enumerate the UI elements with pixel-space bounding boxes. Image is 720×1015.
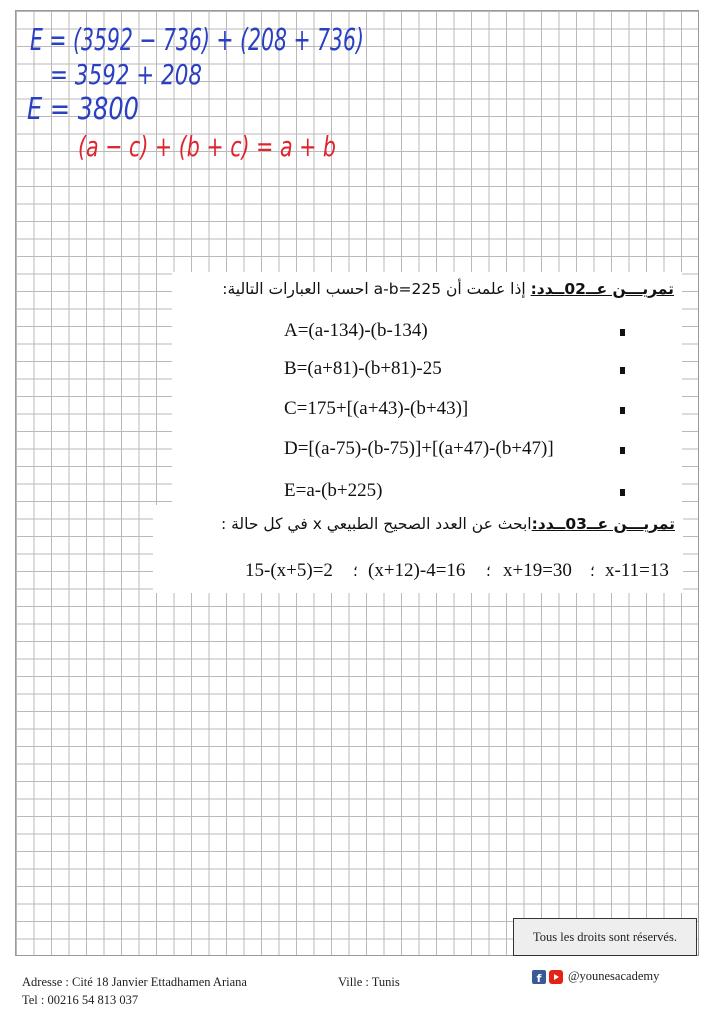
expression-item: A=(a-134)-(b-134) bbox=[172, 320, 682, 350]
bullet-icon bbox=[620, 447, 625, 454]
social-links[interactable] bbox=[532, 969, 659, 984]
bullet-icon bbox=[620, 407, 625, 414]
equation: (x+12)-4=16 bbox=[368, 560, 466, 581]
city: Ville : Tunis bbox=[338, 975, 400, 989]
address: Adresse : Cité 18 Janvier Ettadhamen Ariana bbox=[22, 975, 247, 989]
expression-item: B=(a+81)-(b+81)-25 bbox=[172, 358, 682, 388]
equation: 15-(x+5)=2 bbox=[245, 560, 333, 581]
expression-item: C=175+[(a+43)-(b+43)] bbox=[172, 398, 682, 428]
equation: x-11=13 bbox=[605, 560, 669, 581]
copyright-notice: Tous les droits sont réservés. bbox=[513, 918, 697, 956]
handwritten-line-4: (a − c) + (b + c) = a + b bbox=[78, 130, 336, 160]
telephone: Tel : 00216 54 813 037 bbox=[22, 993, 139, 1007]
handwritten-notes bbox=[0, 0, 720, 160]
expression-item: D=[(a-75)-(b-75)]+[(a+47)-(b+47)] bbox=[172, 438, 682, 468]
exercise-3-box bbox=[153, 505, 683, 593]
bullet-icon bbox=[620, 367, 625, 374]
bullet-icon bbox=[620, 329, 625, 336]
social-handle[interactable]: @younesacademy bbox=[568, 969, 660, 983]
youtube-icon[interactable] bbox=[549, 970, 563, 984]
exercise-3-instruction: ابحث عن العدد الصحيح الطبيعي x في كل حالة : bbox=[220, 515, 532, 533]
handwritten-line-1: E = (3592 − 736) + (208 + 736) bbox=[30, 23, 364, 58]
facebook-icon[interactable]: f bbox=[532, 970, 546, 984]
handwritten-line-2: = 3592 + 208 bbox=[50, 58, 202, 91]
handwritten-line-3: E = 3800 bbox=[27, 92, 139, 127]
equations-row: 15-(x+5)=2 ؛ (x+12)-4=16 ؛ x+19=30 ؛ x-11=13 bbox=[245, 560, 669, 581]
expression-item: E=a-(b+225) bbox=[172, 480, 682, 510]
exercise-3-title: تمريـــن عــ03ــدد:ابحث عن العدد الصحيح الطبيعي x في كل حالة : bbox=[220, 515, 675, 533]
exercise-2-title: تمريـــن عــ02ــدد: إذا علمت أن a-b=225 احسب العبارات التالية: bbox=[222, 280, 674, 298]
exercise-2-box bbox=[172, 272, 682, 507]
bullet-icon bbox=[620, 489, 625, 496]
equation: x+19=30 bbox=[503, 560, 572, 581]
exercise-2-instruction: إذا علمت أن a-b=225 احسب العبارات التالية: bbox=[222, 280, 531, 298]
